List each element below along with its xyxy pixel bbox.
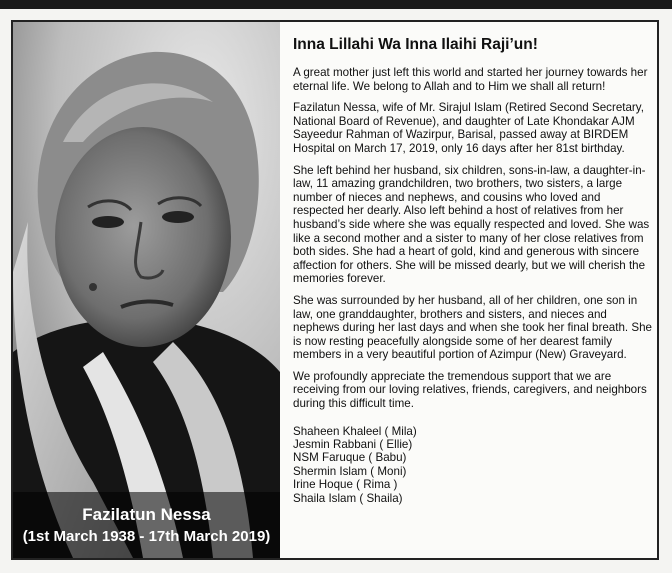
signer: Irine Hoque ( Rima ) — [293, 478, 398, 492]
signer: Shaheen Khaleel ( Mila) — [293, 424, 417, 438]
paragraph-intro: A great mother just left this world and started her journey towards her eternal life. We belong to Allah and to Him we shall all return! — [293, 66, 648, 93]
paragraph-final-days: She was surrounded by her husband, all of her children, one son in law, one granddaughter, brothers and sisters, and nieces and nephews during her last days and when she took her final breath. She is now resting peacefully alongside some of her dearest family members in a very beautiful portion of Azimpur (New) Graveyard. — [293, 293, 652, 362]
obituary-text — [293, 36, 653, 505]
portrait-caption — [13, 504, 280, 548]
signer: Shaila Islam ( Shaila) — [293, 491, 403, 505]
life-dates: (1st March 1938 - 17th March 2019) — [22, 528, 271, 545]
signer: NSM Faruque ( Babu) — [293, 451, 407, 465]
deceased-name: Fazilatun Nessa — [82, 505, 211, 524]
signers-list — [293, 425, 653, 505]
obituary-heading: Inna Lillahi Wa Inna Ilaihi Raji’un! — [293, 36, 538, 53]
portrait-photo — [13, 22, 280, 558]
portrait-illustration — [13, 22, 280, 558]
obituary-frame — [11, 20, 659, 560]
signer: Shermin Islam ( Moni) — [293, 464, 407, 478]
paragraph-thanks: We profoundly appreciate the tremendous support that we are receiving from our loving relatives, friends, caregivers, and neighbors during this difficult time. — [293, 369, 647, 411]
top-rule — [0, 0, 672, 9]
paragraph-details: Fazilatun Nessa, wife of Mr. Sirajul Islam (Retired Second Secretary, National Board of Revenue), and daughter of Late Khondakar AJM Sayeedur Rahman of Wazirpur, Barisal, passed away at BIRDEM Hospital on March 17, 2019, only 16 days after her 81st birthday. — [293, 101, 644, 155]
paragraph-family: She left behind her husband, six children, sons-in-law, a daughter-in-law, 11 amazing grandchildren, two brothers, two sisters, a large number of nieces and nephews, and cousins who loved and respected her dearly. Also left behind a host of relatives from her husband’s side where she was equally respected and loved. She was like a second mother and a sister to many of her close relatives from both sides. She had a heart of gold, kind and generous with sincere affection for others. She will be missed dearly, but we will cherish the memories forever. — [293, 163, 650, 286]
signer: Jesmin Rabbani ( Ellie) — [293, 438, 413, 452]
